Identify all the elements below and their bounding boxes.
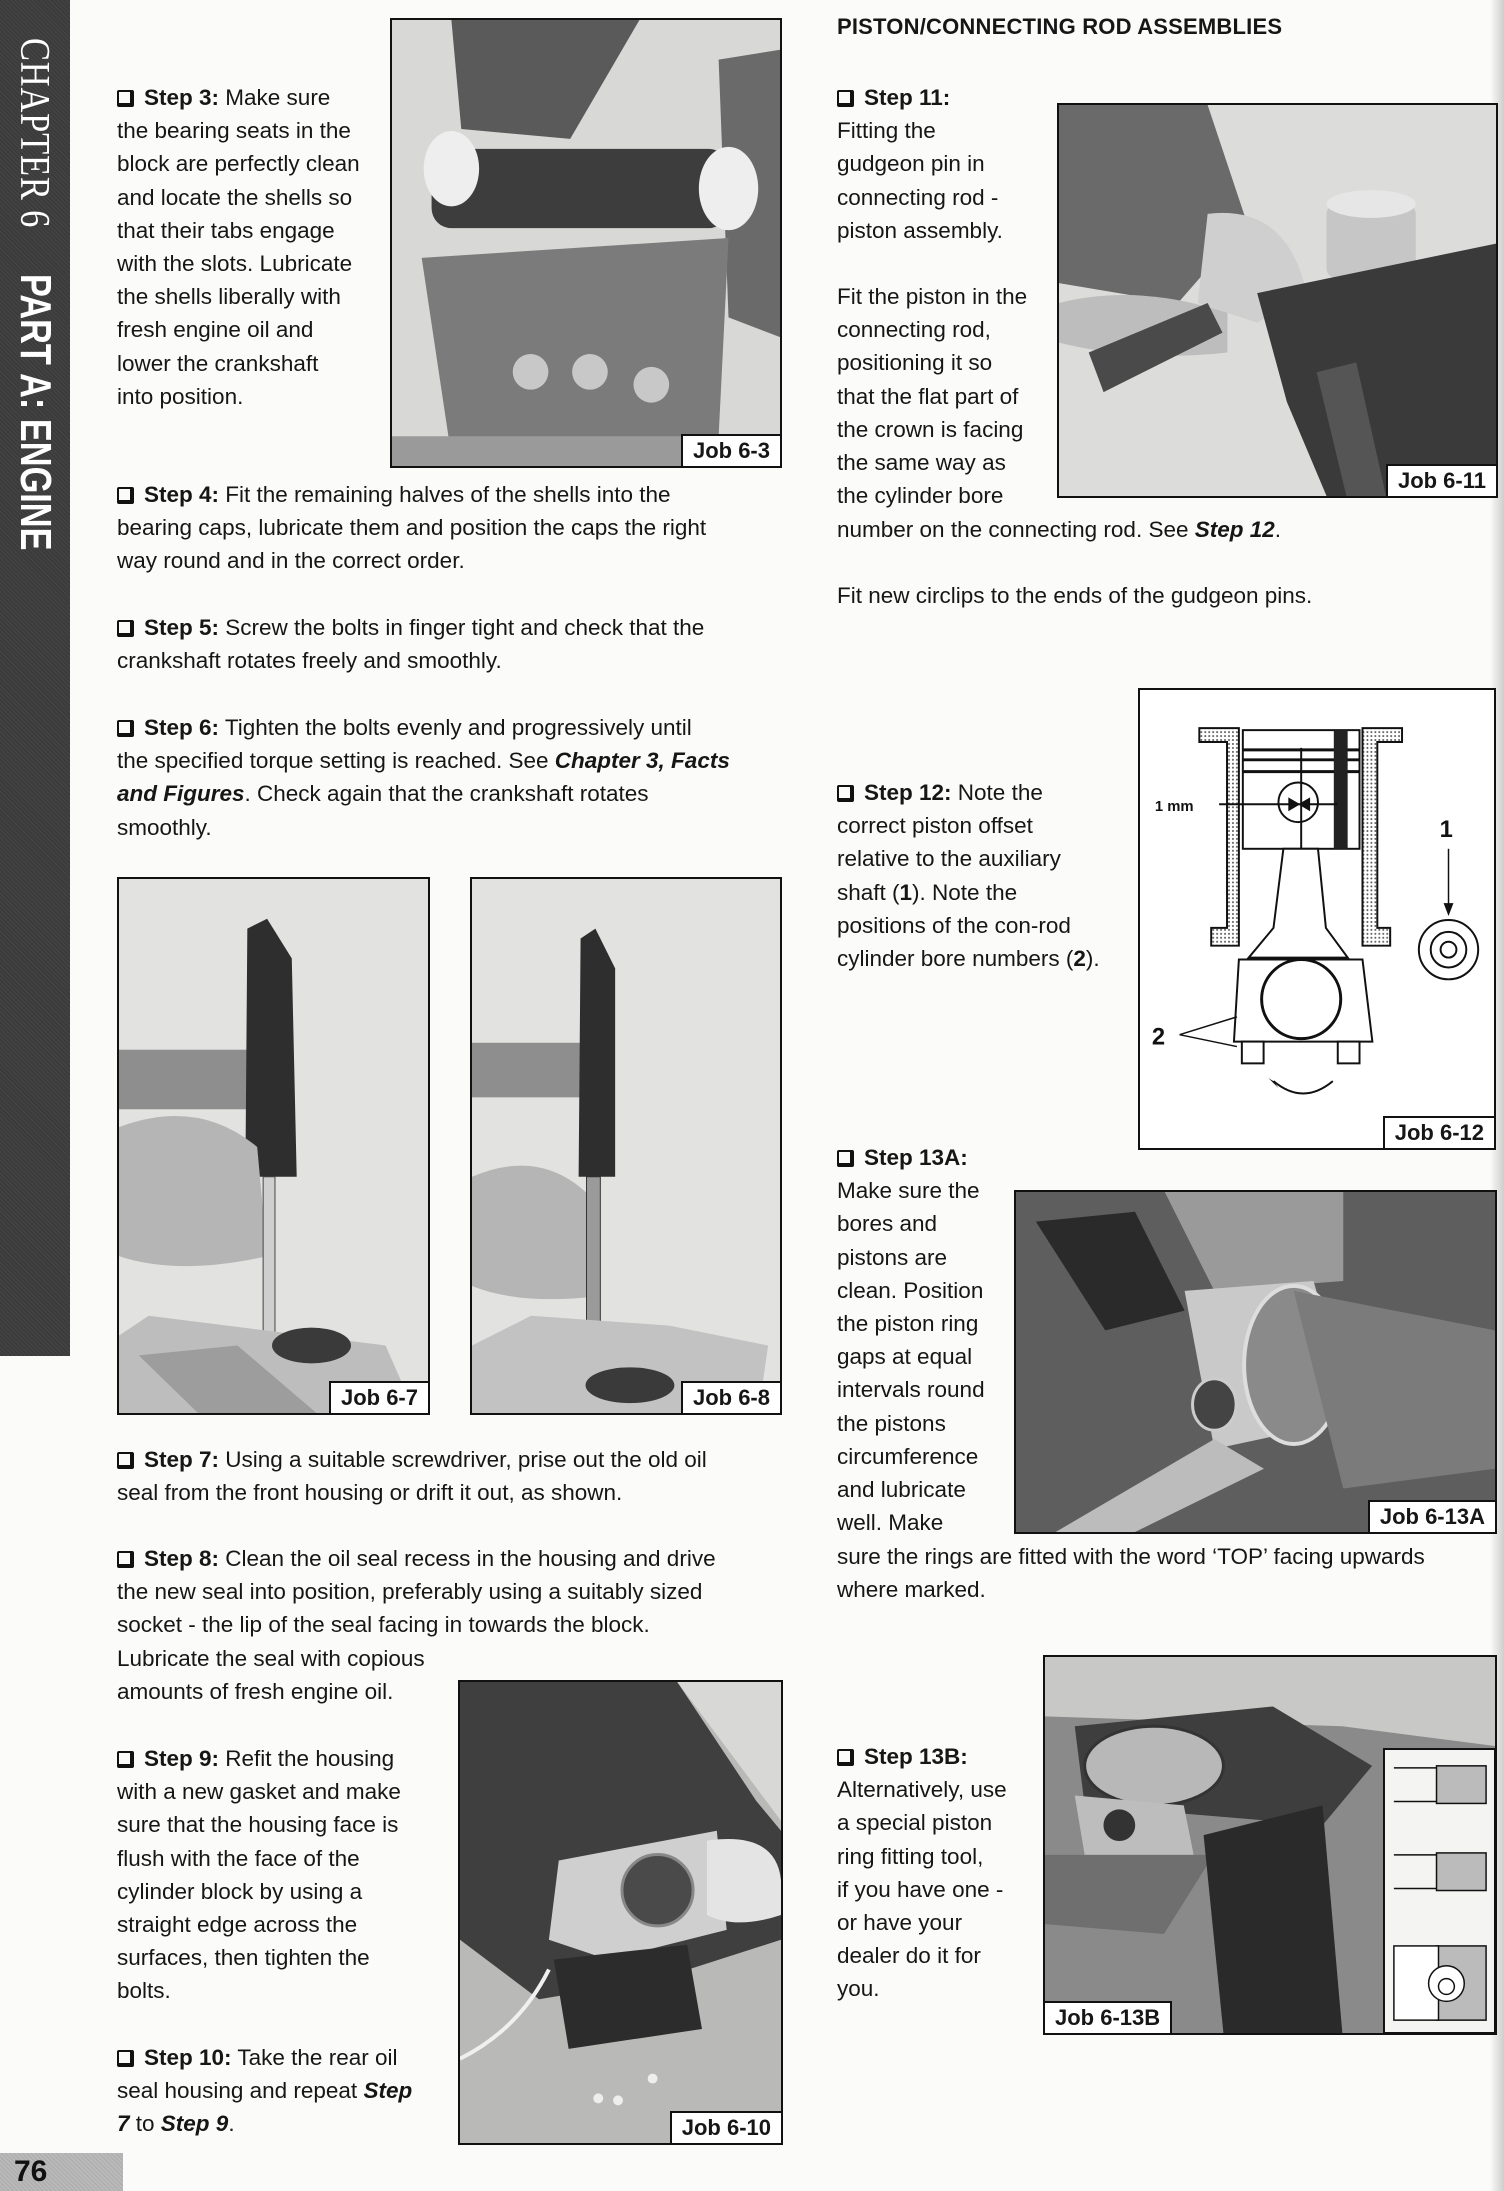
- step-text: sure that the housing face is: [117, 1812, 399, 1838]
- step-text: the same way as: [837, 450, 1006, 476]
- step-13b: [837, 1740, 1047, 2006]
- step-text: Fit the remaining halves of the shells into the: [225, 482, 671, 507]
- step-title: Step 7:: [144, 1447, 220, 1472]
- step-text: bores and: [837, 1211, 938, 1237]
- photo-job-6-7: [117, 877, 430, 1415]
- step-13a: [837, 1141, 1017, 1539]
- checkbox-icon[interactable]: [117, 620, 134, 637]
- step-text: Take the rear oil: [237, 2045, 398, 2070]
- step-text: intervals round: [837, 1377, 985, 1403]
- step-text: the bearing seats in the: [117, 118, 351, 144]
- cross-reference: and Figures: [117, 781, 245, 807]
- cross-reference: Chapter 3, Facts: [554, 748, 730, 774]
- diagram-job-6-12: [1138, 688, 1496, 1150]
- step-text: and lubricate: [837, 1477, 966, 1503]
- page-number-box: [0, 2153, 123, 2191]
- step-text: surfaces, then tighten the: [117, 1945, 370, 1971]
- step-text: socket - the lip of the seal facing in towards the block.: [117, 1612, 650, 1638]
- step-text: the pistons: [837, 1410, 946, 1436]
- figure-label: Job 6-10: [670, 2111, 781, 2143]
- step-text: a special piston: [837, 1810, 993, 1836]
- step-text: .: [1274, 517, 1282, 542]
- checkbox-icon[interactable]: [117, 90, 134, 107]
- checkbox-icon[interactable]: [117, 487, 134, 504]
- step-text: the cylinder bore: [837, 483, 1004, 509]
- step-title: Step 9:: [144, 1746, 220, 1771]
- step-text: or have your: [837, 1910, 963, 1936]
- step-text: .: [228, 2111, 235, 2137]
- step-text: piston assembly.: [837, 217, 1003, 243]
- step-text: where marked.: [837, 1577, 986, 1603]
- step-text: Make sure: [225, 85, 331, 110]
- step-text: crankshaft rotates freely and smoothly.: [117, 648, 502, 674]
- step-text: the specified torque setting is reached. See: [117, 748, 555, 774]
- photo-job-6-11: [1057, 103, 1498, 498]
- step-text: Using a suitable screwdriver, prise out the old oil: [225, 1447, 707, 1472]
- checkbox-icon[interactable]: [837, 90, 854, 107]
- step-text: the new seal into position, preferably using a suitably sized: [117, 1579, 703, 1605]
- step-text: Clean the oil seal recess in the housing and drive: [225, 1546, 716, 1571]
- step-text: Fit the piston in the: [837, 284, 1028, 310]
- photo-rear-housing: [460, 1682, 781, 2143]
- step-6: [117, 711, 797, 844]
- step-5: [117, 611, 797, 677]
- step-text: bolts.: [117, 1978, 171, 2004]
- step-7: [117, 1443, 797, 1509]
- step-title: Step 10:: [144, 2045, 232, 2070]
- step-text: with the slots. Lubricate: [117, 251, 353, 277]
- step-text: the crown is facing: [837, 416, 1024, 442]
- sidebar-chapter: CHAPTER 6: [11, 38, 57, 229]
- checkbox-icon[interactable]: [117, 2050, 134, 2067]
- step-text: shaft (: [837, 879, 900, 905]
- step-title: Step 13A:: [864, 1145, 968, 1170]
- step-text: dealer do it for: [837, 1943, 981, 1969]
- step-text: positions of the con-rod: [837, 912, 1071, 938]
- photo-piston-rings: [1016, 1192, 1495, 1532]
- step-12: [837, 776, 1137, 975]
- cross-reference: Step: [363, 2078, 413, 2104]
- step-text: seal from the front housing or drift it out, as shown.: [117, 1480, 623, 1506]
- figure-label: Job 6-7: [329, 1381, 428, 1413]
- photo-hammer-drift-seal: [472, 879, 780, 1413]
- step-text: clean. Position: [837, 1277, 984, 1303]
- step-text: that the flat part of: [837, 383, 1019, 409]
- checkbox-icon[interactable]: [837, 785, 854, 802]
- step-text: gaps at equal: [837, 1344, 973, 1370]
- step-text: correct piston offset: [837, 813, 1033, 839]
- step-text: you.: [837, 1976, 880, 2002]
- step-text: cylinder block by using a: [117, 1878, 363, 1904]
- photo-gudgeon-pin-vise: [1059, 105, 1496, 496]
- step-text: pistons are: [837, 1244, 948, 1270]
- step-text: number on the connecting rod. See: [837, 517, 1195, 542]
- step-text: Screw the bolts in finger tight and check that the: [225, 615, 705, 640]
- step-text: straight edge across the: [117, 1912, 358, 1938]
- figure-label: Job 6-11: [1386, 464, 1496, 496]
- checkbox-icon[interactable]: [117, 1551, 134, 1568]
- step-title: Step 13B:: [864, 1744, 968, 1769]
- step-text: way round and in the correct order.: [117, 548, 465, 574]
- step-text: cylinder bore numbers (: [837, 946, 1074, 972]
- figure-label: Job 6-12: [1383, 1116, 1494, 1148]
- step-text: with a new gasket and make: [117, 1779, 401, 1805]
- cross-reference: Step 9: [160, 2111, 229, 2137]
- step-text: circumference: [837, 1443, 979, 1469]
- photo-job-6-8: [470, 877, 782, 1415]
- step-text: well. Make: [837, 1510, 944, 1536]
- figure-label: Job 6-3: [681, 434, 780, 466]
- step-text: positioning it so: [837, 350, 993, 376]
- figure-label: Job 6-8: [681, 1381, 780, 1413]
- step-text: seal housing and repeat: [117, 2078, 364, 2104]
- step-text: gudgeon pin in: [837, 151, 985, 177]
- step-text: smoothly.: [117, 814, 212, 840]
- step-11-continued: [837, 513, 1477, 612]
- checkbox-icon[interactable]: [117, 1452, 134, 1469]
- sidebar-part: PART A: ENGINE: [11, 274, 60, 551]
- checkbox-icon[interactable]: [837, 1749, 854, 1766]
- step-text: Fitting the: [837, 118, 936, 144]
- callout-ref: 1: [899, 879, 913, 905]
- step-text: . Check again that the crankshaft rotates: [244, 781, 649, 807]
- step-text: the piston ring: [837, 1311, 979, 1337]
- callout-2: 2: [1151, 1024, 1166, 1051]
- step-text: connecting rod,: [837, 317, 991, 343]
- callout-ref: 2: [1073, 946, 1086, 972]
- checkbox-icon[interactable]: [117, 720, 134, 737]
- step-text: ). Note the: [912, 879, 1018, 905]
- step-10: [117, 2041, 447, 2141]
- step-text: Make sure the: [837, 1178, 980, 1204]
- figure-label: Job 6-13A: [1368, 1500, 1495, 1532]
- section-heading: PISTON/CONNECTING ROD ASSEMBLIES: [837, 14, 1283, 39]
- step-note: Fit new circlips to the ends of the gudgeon pins.: [837, 583, 1313, 609]
- step-3: [117, 81, 387, 413]
- step-text: Note the: [957, 780, 1043, 805]
- step-title: Step 8:: [144, 1546, 220, 1571]
- step-title: Step 12:: [864, 780, 952, 805]
- step-text: flush with the face of the: [117, 1845, 360, 1871]
- page-number: 76: [14, 2155, 48, 2188]
- step-13a-continued: [837, 1540, 1487, 1606]
- step-text: Tighten the bolts evenly and progressively until: [224, 715, 692, 740]
- step-text: connecting rod -: [837, 184, 999, 210]
- chapter-sidebar: [0, 0, 70, 1356]
- step-text: block are perfectly clean: [117, 151, 360, 177]
- checkbox-icon[interactable]: [837, 1150, 854, 1167]
- step-text: sure the rings are fitted with the word ‘TOP’ facing upwards: [837, 1544, 1425, 1569]
- step-text: that their tabs engage: [117, 217, 335, 243]
- photo-job-6-3: [390, 18, 782, 468]
- step-title: Step 11:: [864, 85, 951, 110]
- step-title: Step 4:: [144, 482, 220, 507]
- step-4: [117, 478, 797, 578]
- step-title: Step 6:: [144, 715, 220, 740]
- step-text: if you have one -: [837, 1876, 1004, 1902]
- sidebar-title: [11, 38, 60, 629]
- step-text: fresh engine oil and: [117, 317, 314, 343]
- step-text: relative to the auxiliary: [837, 846, 1061, 872]
- step-text: the shells liberally with: [117, 284, 341, 310]
- dimension-label: 1 mm: [1154, 799, 1194, 816]
- figure-label: Job 6-13B: [1045, 2001, 1172, 2033]
- step-text: ).: [1085, 946, 1100, 972]
- cross-reference: Step 12: [1194, 517, 1275, 542]
- step-11: [837, 81, 1052, 512]
- step-text: into position.: [117, 383, 244, 409]
- cross-reference: 7: [117, 2111, 130, 2137]
- step-text: lower the crankshaft: [117, 350, 319, 376]
- step-title: Step 3:: [144, 85, 220, 110]
- checkbox-icon[interactable]: [117, 1751, 134, 1768]
- step-text: ring fitting tool,: [837, 1843, 984, 1869]
- step-text: Lubricate the seal with copious: [117, 1645, 425, 1671]
- piston-offset-diagram: [1140, 690, 1494, 1148]
- step-9: [117, 1742, 447, 2008]
- step-text: to: [129, 2111, 161, 2137]
- photo-job-6-13b: [1043, 1655, 1497, 2035]
- photo-job-6-13a: [1014, 1190, 1497, 1534]
- step-title: Step 5:: [144, 615, 220, 640]
- step-text: Refit the housing: [225, 1746, 395, 1771]
- photo-job-6-10: [458, 1680, 783, 2145]
- step-text: and locate the shells so: [117, 184, 353, 210]
- step-text: amounts of fresh engine oil.: [117, 1678, 394, 1704]
- step-text: bearing caps, lubricate them and position the caps the right: [117, 515, 707, 541]
- callout-1: 1: [1439, 816, 1453, 843]
- photo-hammer-drift: [119, 879, 428, 1413]
- photo-ring-fitting-tool: [1045, 1657, 1495, 2033]
- photo-crankshaft-block: [392, 20, 780, 466]
- step-text: Alternatively, use: [837, 1777, 1007, 1803]
